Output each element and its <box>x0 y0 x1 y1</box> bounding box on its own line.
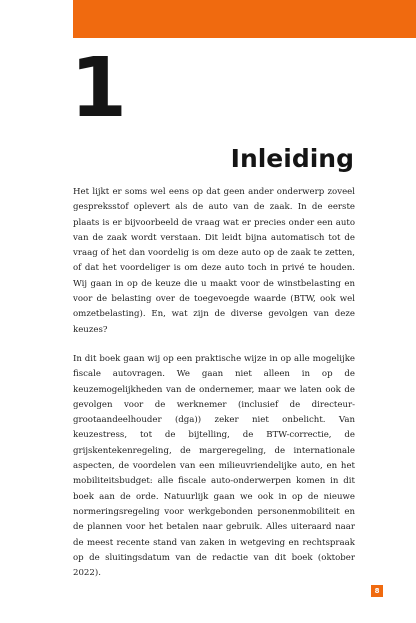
header-accent-bar <box>73 0 416 38</box>
body-text <box>73 185 355 595</box>
chapter-title: Inleiding <box>230 144 354 173</box>
chapter-number: 1 <box>70 41 126 136</box>
paragraph-1: Het lijkt er soms wel eens op dat geen ander onderwerp zoveel gespreksstof oplevert als de auto van de zaak. In de eerste plaats is er bijvoorbeeld de vraag wat er precies onder een auto van de zaak wordt verstaan. Dit leidt bijna automatisch tot de vraag of het dan voordelig is om deze auto op de zaak te zetten, of dat het voordeliger is om deze auto toch in privé te houden. Wij gaan in op de keuze die u maakt voor de winstbelasting en voor de belasting over de toegevoegde waarde (BTW, ook wel omzetbelasting). En, wat zijn de diverse gevolgen van deze keuzes? <box>73 187 355 335</box>
paragraph-2: In dit boek gaan wij op een praktische wijze in op alle mogelijke fiscale autovragen. We gaan niet alleen in op de keuzemogelijkheden van de ondernemer, maar we laten ook de gevolgen voor de werknemer (inclusief de directeur-grootaandeelhouder (dga)) zeker niet onbelicht. Van keuzestress, tot de bijtelling, de BTW-correctie, de grijskentekenregeling, de margeregeling, de internationale aspecten, de voordelen van een milieuvriendelijke auto, en het mobiliteitsbudget: alle fiscale auto-onderwerpen komen in dit boek aan de orde. Natuurlijk gaan we ook in op de nieuwe normeringsregeling voor werkgebonden personenmobiliteit en de plannen voor het betalen naar gebruik. Alles uiteraard naar de meest recente stand van zaken in wetgeving en rechtspraak op de sluitingsdatum van de redactie van dit boek (oktober 2022). <box>73 353 355 579</box>
page-number: 8 <box>371 585 383 597</box>
